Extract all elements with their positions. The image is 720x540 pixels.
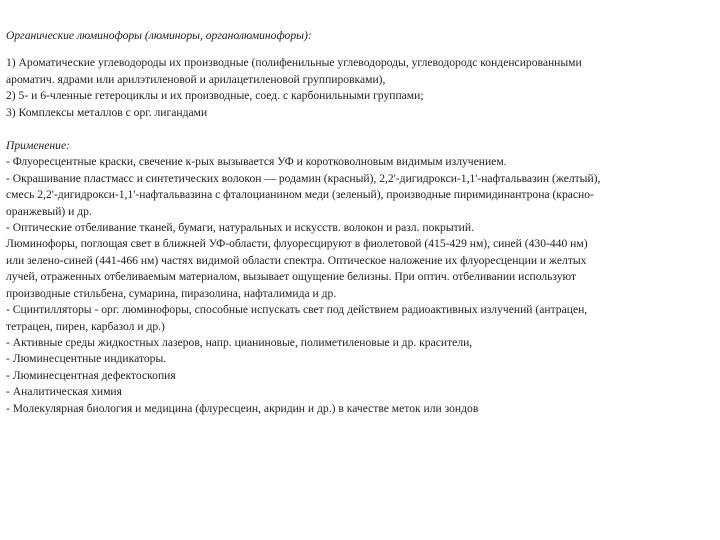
slide-text	[6, 28, 718, 417]
class-line: 1) Ароматические углеводороды их производные (полифенильные углеводороды, углеводородс конденсированными	[6, 56, 582, 70]
applications-list	[6, 154, 718, 417]
application-line: лучей, отраженных отбеливаемым материалом, вызывает ощущение белизны. При оптич. отбеливании используют	[6, 270, 577, 284]
class-line: 3) Комплексы металлов с орг. лигандами	[6, 105, 208, 119]
application-line: - Окрашивание пластмасс и синтетических волокон — родамин (красный), 2,2'-дигидрокси-1,1'-нафтальвазин (желтый),	[6, 171, 601, 185]
class-line: 2) 5- и 6-членные гетероциклы и их производные, соед. с карбонильными группами;	[6, 89, 424, 103]
application-line: Люминофоры, поглощая свет в ближней УФ-области, флуоресцируют в фиолетовой (415-429 нм), синей (430-440 нм)	[6, 237, 588, 251]
application-heading: Применение:	[6, 139, 70, 153]
application-line: - Аналитическая химия	[6, 385, 122, 399]
application-line: смесь 2,2'-дигидрокси-1,1'-нафтальвазина с фталоцианином меди (зеленый), производные пиримидинантрона (красно-	[6, 188, 594, 202]
application-line: тетрацен, пирен, карбазол и др.)	[6, 319, 165, 333]
application-line: - Оптические отбеливание тканей, бумаги, натуральных и искусств. волокон и разл. покрытий.	[6, 221, 474, 235]
application-line: - Сцинтилляторы - орг. люминофоры, способные испускать свет под действием радиоактивных излучений (антрацен,	[6, 303, 588, 317]
application-line: или зелено-синей (441-466 нм) частях видимой области спектра. Оптическое наложение их флуоресценции и желтых	[6, 253, 587, 267]
application-line: - Люминесцентная дефектоскопия	[6, 368, 176, 382]
application-line: - Флуоресцентные краски, свечение к-рых вызывается УФ и коротковолновым видимым излучением.	[6, 155, 507, 169]
classes-list	[6, 55, 718, 121]
spacer	[6, 44, 718, 55]
heading-organic-luminophores: Органические люминофоры (люминоры, органолюминофоры):	[6, 29, 312, 42]
application-line: - Молекулярная биология и медицина (флуресцеин, акридин и др.) в качестве меток или зондов	[6, 401, 479, 415]
application-line: производные стильбена, сумарина, пиразолина, нафталимида и др.	[6, 286, 337, 300]
application-line: оранжевый) и др.	[6, 204, 92, 218]
application-line: - Активные среды жидкостных лазеров, напр. цианиновые, полиметиленовые и др. красители,	[6, 335, 473, 349]
class-line: ароматич. ядрами или арилэтиленовой и арилацетиленовой группировками),	[6, 72, 386, 86]
spacer	[6, 121, 718, 138]
application-line: - Люминесцентные индикаторы.	[6, 352, 167, 366]
